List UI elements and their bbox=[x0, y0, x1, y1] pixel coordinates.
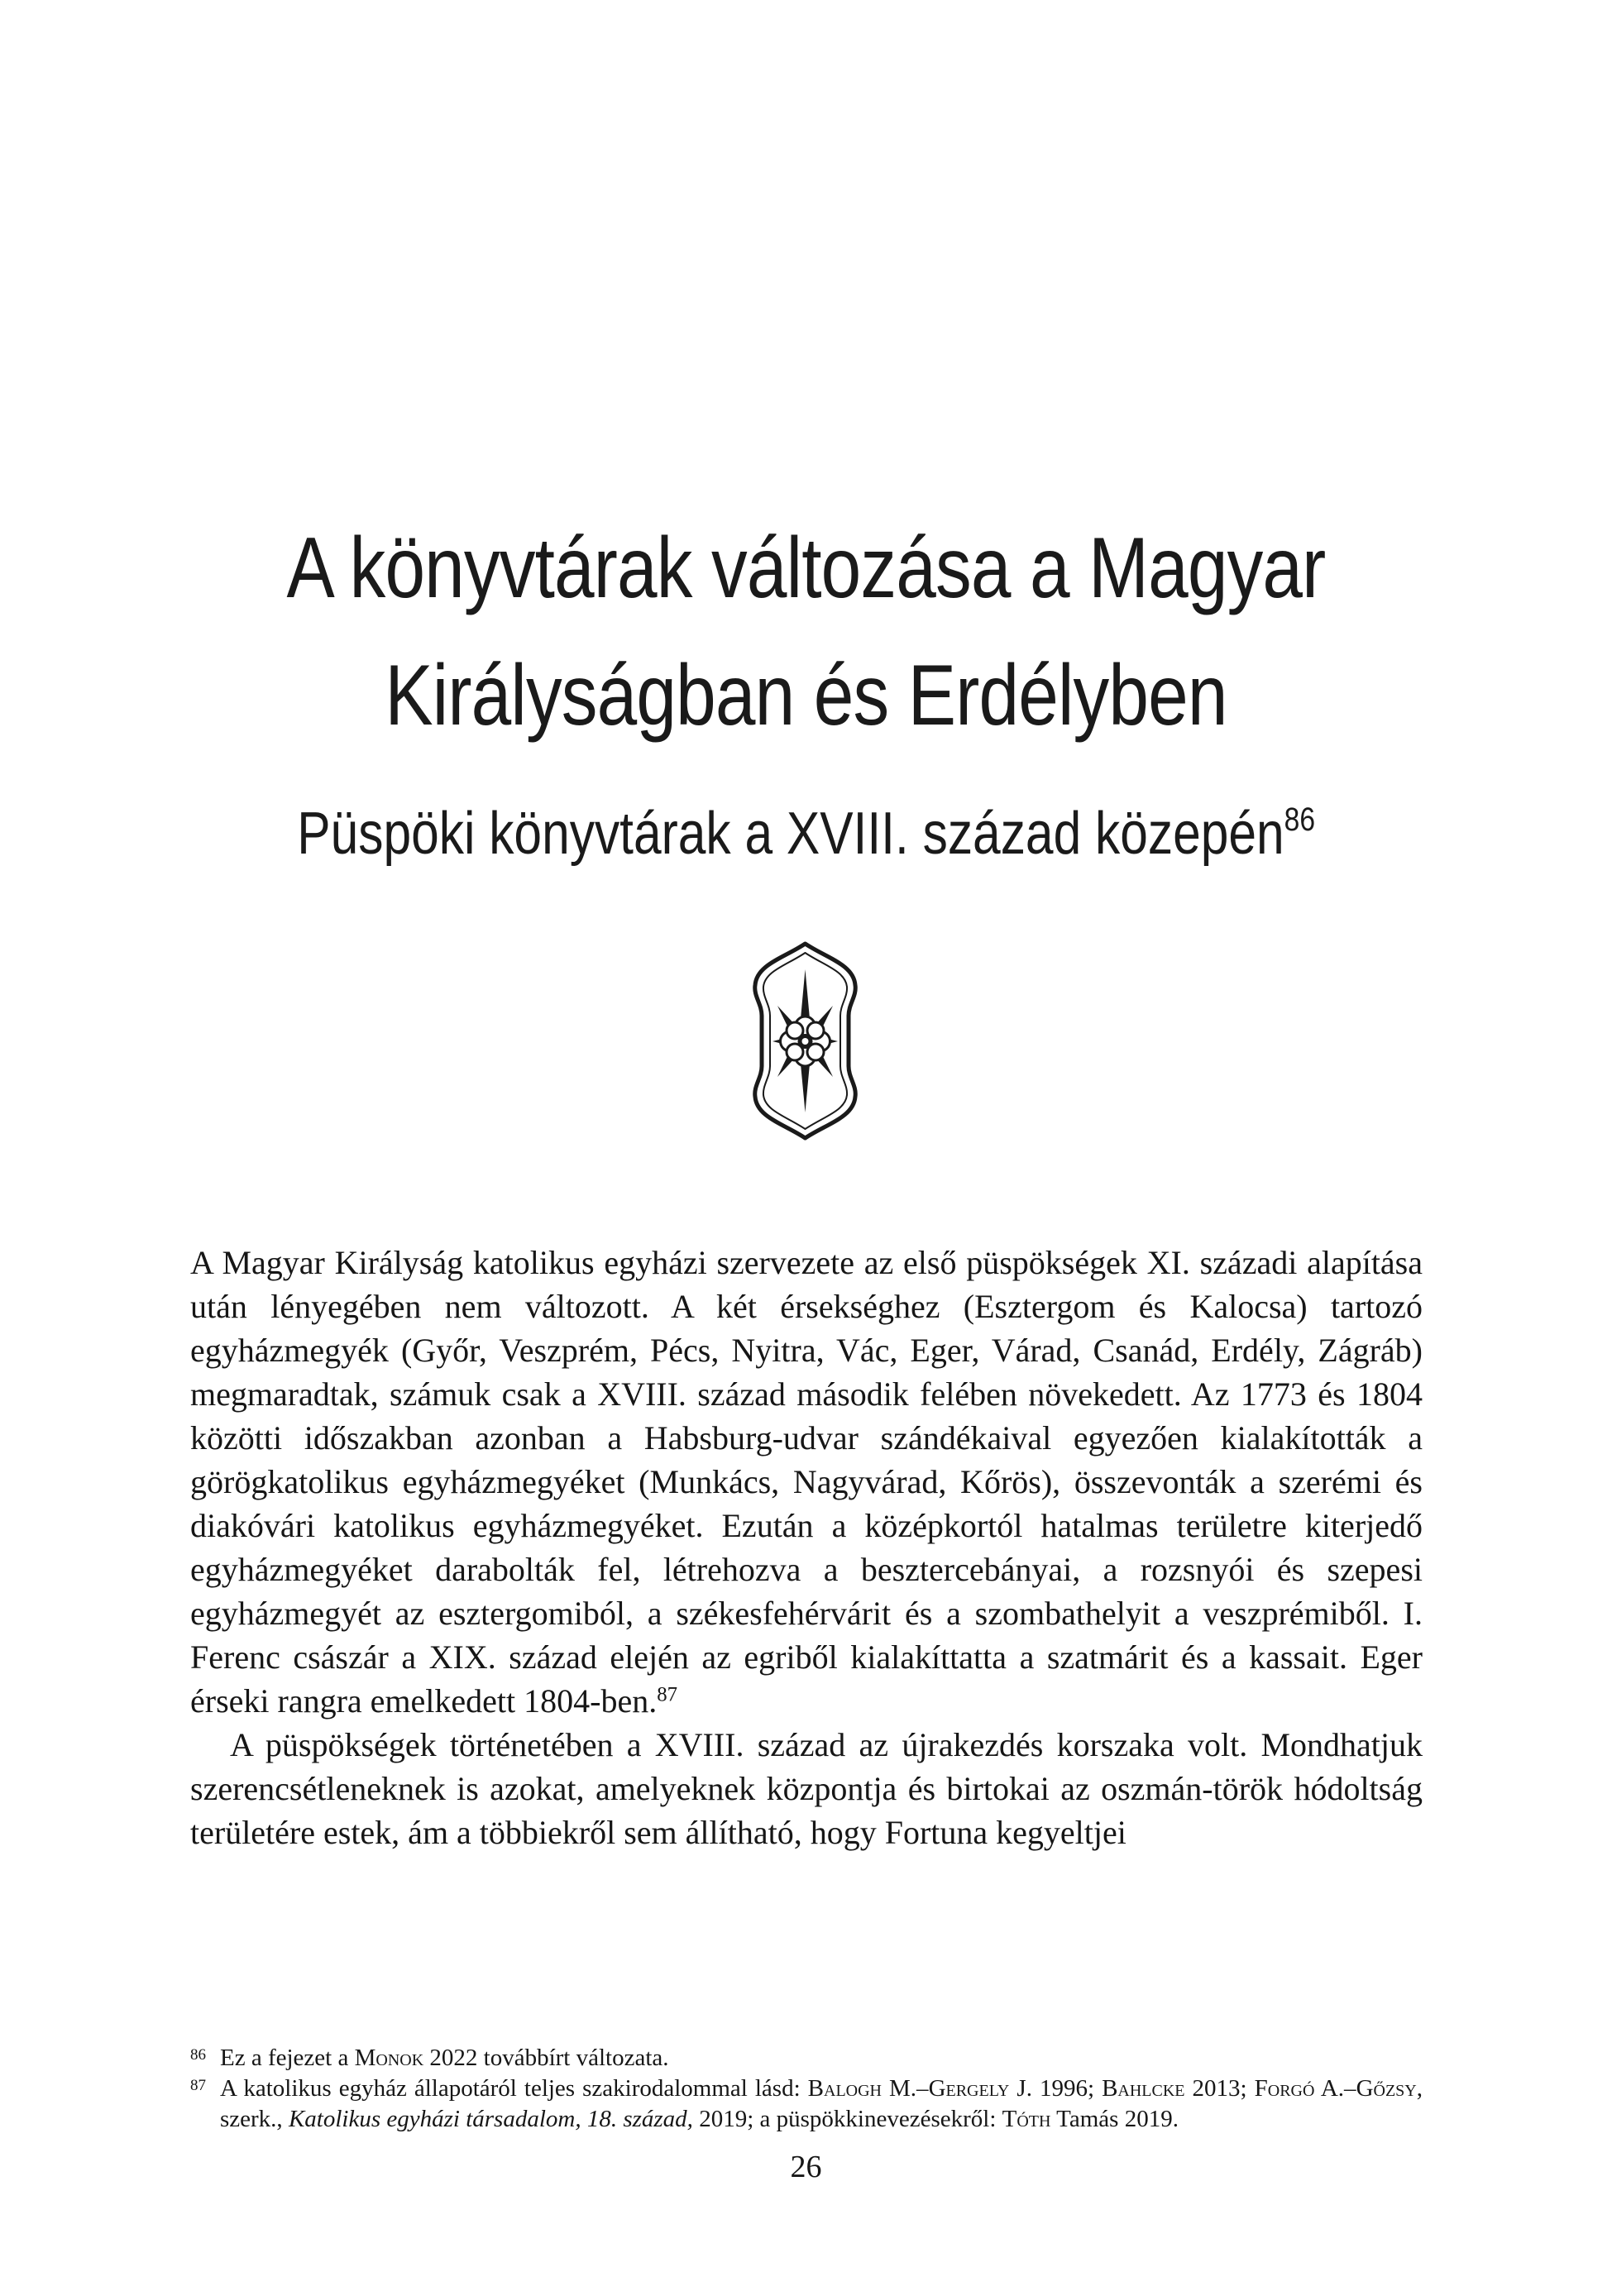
author-name: Bahlcke bbox=[1102, 2075, 1185, 2102]
author-name: Forgó bbox=[1254, 2075, 1315, 2102]
author-name: Balogh bbox=[807, 2075, 882, 2102]
chapter-subtitle-text: Püspöki könyvtárak a XVIII. század közepén bbox=[297, 801, 1284, 867]
author-name: Gőzsy bbox=[1356, 2075, 1417, 2102]
footnote-text: , szerk., bbox=[220, 2075, 1423, 2132]
footnote-text: J. 1996; bbox=[1009, 2075, 1103, 2102]
footnote-text: 2013; bbox=[1184, 2075, 1255, 2102]
author-name: Monok bbox=[354, 2045, 424, 2071]
footnote-ref-86: 86 bbox=[1284, 801, 1315, 838]
footnote-text: Ez a fejezet a bbox=[220, 2045, 355, 2071]
footnote-text: A.– bbox=[1314, 2075, 1356, 2102]
main-text bbox=[190, 1241, 1423, 1854]
cited-title: Katolikus egyházi társadalom, 18. század, bbox=[288, 2106, 693, 2132]
footnote-text: Tamás 2019. bbox=[1050, 2106, 1179, 2132]
footnote-text: M.– bbox=[882, 2075, 929, 2102]
chapter-title-line-2: Királyságban és Erdélyben bbox=[385, 648, 1227, 744]
footnote-number: 86 bbox=[190, 2046, 206, 2064]
author-name: Gergely bbox=[928, 2075, 1010, 2102]
paragraph-1-text: A Magyar Királyság katolikus egyházi szervezete az első püspökségek XI. századi alapítása után lényegében nem változott. A két érsekséghez (Esztergom és Kalocsa) tartozó egyházmegyék (Győr, Veszprém, Pécs, Nyitra, Vác, Eger, Várad, Csanád, Erdély, Zágráb) megmaradtak, számuk csak a XVIII. század második felében növekedett. Az 1773 és 1804 közötti időszakban azonban a Habsburg-udvar szándékaival egyezően kialakították a görögkatolikus egyházmegyéket (Munkács, Nagyvárad, Kőrös), összevonták a szerémi és diakóvári katolikus egyházmegyéket. Ezután a középkortól hatalmas területre kiterjedő egyházmegyéket darabolták fel, létrehozva a besztercebányai, a rozsnyói és szepesi egyházmegyét az esztergomiból, a székesfehérvárit és a szombathelyit a veszprémiből. I. Ferenc császár a XIX. század elején az egriből kialakíttatta a szatmárit és a kassait. Eger érseki rangra emelkedett 1804-ben. bbox=[190, 1244, 1423, 1720]
chapter-subtitle bbox=[0, 792, 1612, 875]
footnote-87 bbox=[190, 2074, 1423, 2135]
paragraph-1 bbox=[190, 1241, 1423, 1723]
page-number: 26 bbox=[790, 2150, 822, 2184]
footnote-ref-87: 87 bbox=[657, 1683, 677, 1706]
footnote-text: 2019; a püspökkinevezésekről: bbox=[692, 2106, 1002, 2132]
footnote-86 bbox=[190, 2043, 1423, 2074]
author-name: Tóth bbox=[1002, 2106, 1051, 2132]
ornamental-flower-cartouche-icon bbox=[749, 940, 861, 1142]
footnotes bbox=[190, 2043, 1423, 2135]
footnote-text: 2022 továbbírt változata. bbox=[423, 2045, 669, 2071]
footnote-number: 87 bbox=[190, 2077, 206, 2094]
chapter-title-line-1: A könyvtárak változása a Magyar bbox=[286, 520, 1326, 616]
paragraph-2: A püspökségek történetében a XVIII. század az újrakezdés korszaka volt. Mondhatjuk szerencsétleneknek is azokat, amelyeknek központja és birtokai az oszmán-török hódoltság területére estek, ám a többiekről sem állítható, hogy Fortuna kegyeltjei bbox=[190, 1726, 1423, 1851]
footnote-text: A katolikus egyház állapotáról teljes szakirodalommal lásd: bbox=[220, 2075, 808, 2102]
chapter-title bbox=[0, 505, 1612, 759]
